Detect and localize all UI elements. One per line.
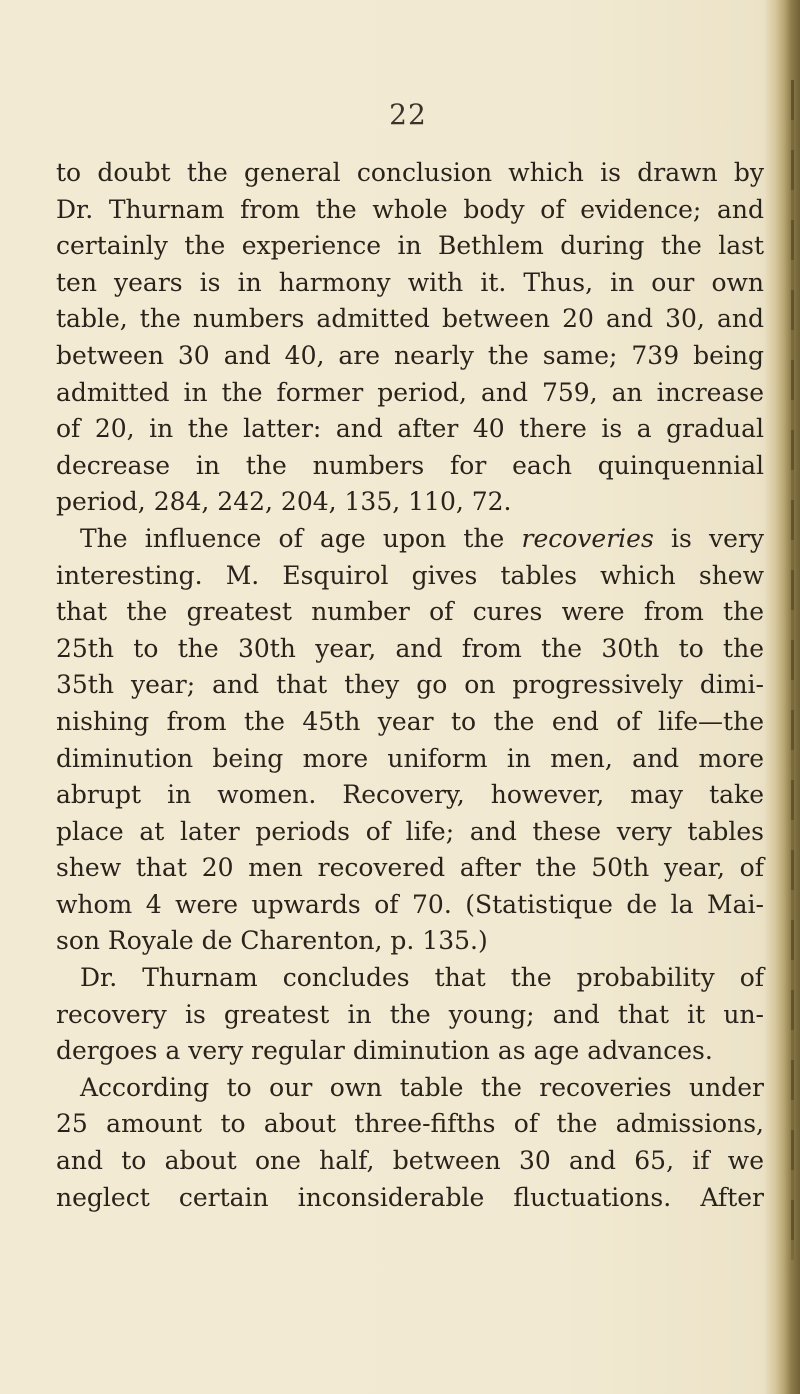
text-line: 25th to the 30th year, and from the 30th to the xyxy=(56,633,764,663)
text-line: table, the numbers admitted between 20 and 30, and xyxy=(56,304,764,334)
text-line: Dr. Thurnam concludes that the probability of xyxy=(80,963,764,993)
text-line: Dr. Thurnam from the whole body of evidence; and xyxy=(56,194,764,224)
text-line: that the greatest number of cures were from the xyxy=(56,597,764,627)
text-line-with-italic xyxy=(56,521,764,558)
text-line: decrease in the numbers for each quinquennial xyxy=(56,450,764,480)
text-line: nishing from the 45th year to the end of life—the xyxy=(56,706,764,736)
text-line: diminution being more uniform in men, and more xyxy=(56,743,764,773)
text-line: of 20, in the latter: and after 40 there is a gradual xyxy=(56,414,764,444)
text-line: between 30 and 40, are nearly the same; 739 being xyxy=(56,340,764,370)
text-line: admitted in the former period, and 759, an increase xyxy=(56,377,764,407)
text-line: whom 4 were upwards of 70. (Statistique de la Mai- xyxy=(56,889,764,919)
text-line: shew that 20 men recovered after the 50th year, of xyxy=(56,853,764,883)
text-line: abrupt in women. Recovery, however, may take xyxy=(56,780,764,810)
text-line: 35th year; and that they go on progressively dimi- xyxy=(56,670,764,700)
text-line: and to about one half, between 30 and 65, if we xyxy=(56,1146,764,1176)
page-edge-shadow xyxy=(764,0,800,1394)
text-line: dergoes a very regular diminution as age advances. xyxy=(56,1036,713,1066)
text-line: son Royale de Charenton, p. 135.) xyxy=(56,926,488,956)
italic-term: recoveries xyxy=(521,523,654,553)
text-line: period, 284, 242, 204, 135, 110, 72. xyxy=(56,487,512,517)
text-segment: is very xyxy=(653,523,764,553)
text-line: certainly the experience in Bethlem during the last xyxy=(56,231,764,261)
text-line: interesting. M. Esquirol gives tables which shew xyxy=(56,560,764,590)
text-line: place at later periods of life; and these very tables xyxy=(56,816,764,846)
text-line: neglect certain inconsiderable fluctuations. After xyxy=(56,1182,764,1212)
text-line: According to our own table the recoveries under xyxy=(80,1072,764,1102)
page-number: 22 xyxy=(389,98,427,131)
text-line: ten years is in harmony with it. Thus, in our own xyxy=(56,267,764,297)
text-line: to doubt the general conclusion which is drawn by xyxy=(56,158,764,187)
body-text xyxy=(56,155,764,1216)
text-line: 25 amount to about three-fifths of the admissions, xyxy=(56,1109,764,1139)
text-line: recovery is greatest in the young; and that it un- xyxy=(56,999,764,1029)
text-segment: The influence of age upon the xyxy=(80,523,522,553)
